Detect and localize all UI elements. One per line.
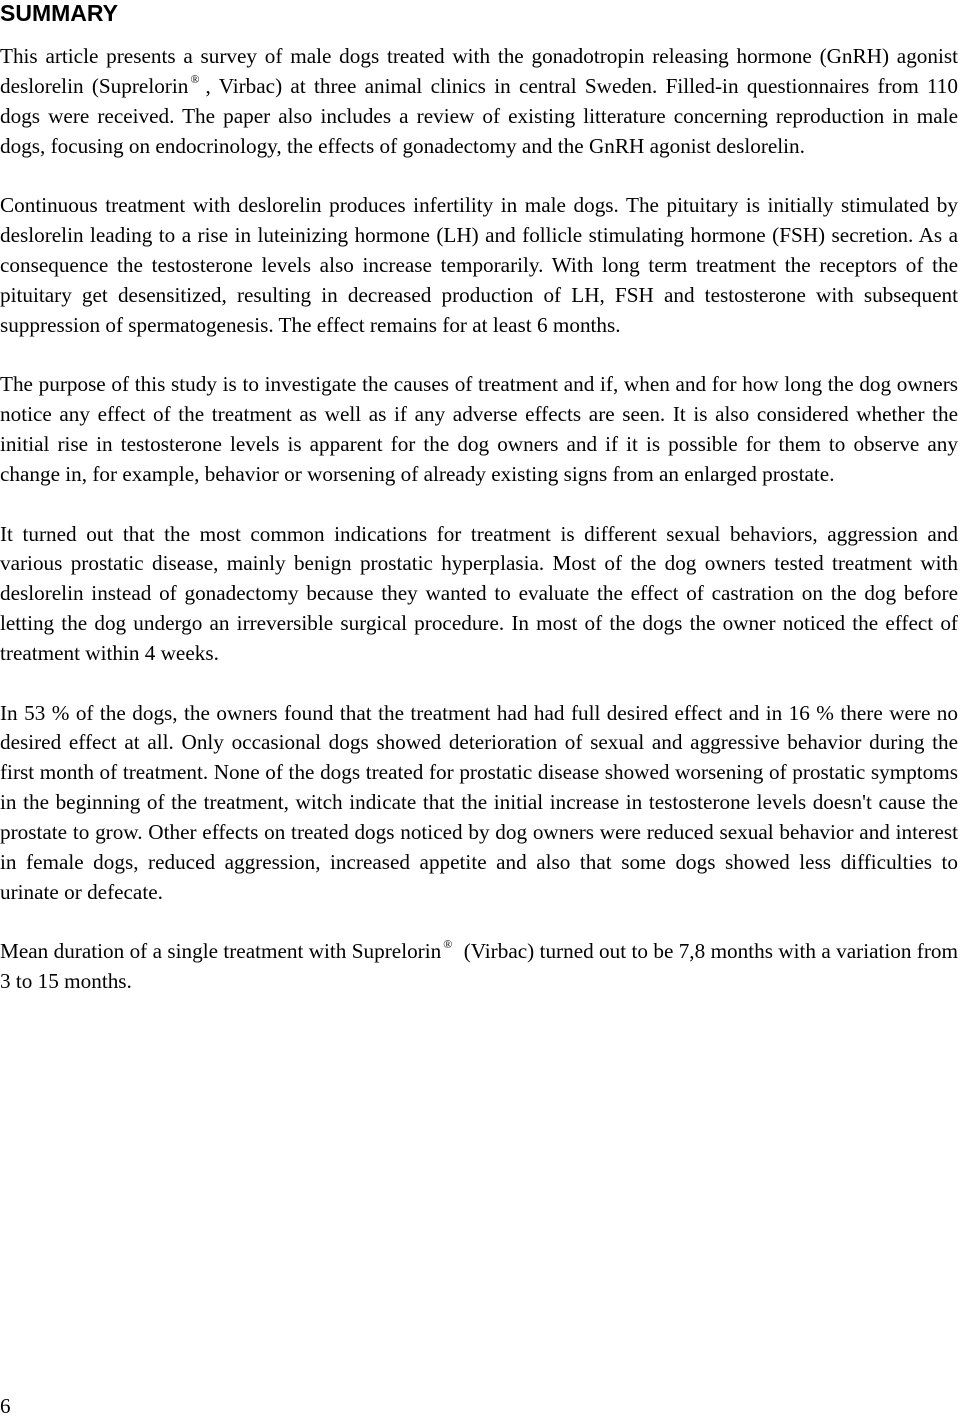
paragraph-intro-text-end: , Virbac) at three animal clinics in central Sweden. Filled-in questionnaires from 110 dogs were received. The paper also includes a review of existing litterature concerning reproduction in male dogs, focusing on endocrinology, the effects of gonadectomy and the GnRH agonist deslorelin. (0, 73, 958, 158)
paragraph-indications: It turned out that the most common indications for treatment is different sexual behaviors, aggression and various prostatic disease, mainly benign prostatic hyperplasia. Most of the dog owners tested treatment with deslorelin instead of gonadectomy because they wanted to evaluate the effect of castration on the dog before letting the dog undergo an irreversible surgical procedure. In most of the dogs the owner noticed the effect of treatment within 4 weeks. (0, 521, 958, 665)
registered-mark: ® (190, 71, 200, 86)
paragraph-purpose: The purpose of this study is to investigate the causes of treatment and if, when and for how long the dog owners notice any effect of the treatment as well as if any adverse effects are seen. It is also considered whether the initial rise in testosterone levels is apparent for the dog owners and if it is possible for them to observe any change in, for example, behavior or worsening of already existing signs from an enlarged prostate. (0, 372, 958, 486)
paragraph-intro-text-start: This article presents a survey of male dogs treated with the gonadotropin releasing hormone (GnRH) agonist deslorelin (Suprelorin (0, 44, 958, 98)
paragraph-duration-text-start: Mean duration of a single treatment with Suprelorin (0, 939, 442, 964)
paragraph-results: In 53 % of the dogs, the owners found that the treatment had had full desired effect and in 16 % there were no desired effect at all. Only occasional dogs showed deterioration of sexual and aggressive behavior during the first month of treatment. None of the dogs treated for prostatic disease showed worsening of prostatic symptoms in the beginning of the treatment, witch indicate that the initial increase in testosterone levels doesn't cause the prostate to grow. Other effects on treated dogs noticed by dog owners were reduced sexual behavior and interest in female dogs, reduced aggression, increased appetite and also that some dogs showed less difficulties to urinate or defecate. (0, 700, 958, 904)
page-number: 6 (0, 1394, 11, 1418)
paragraph-duration-text-end: (Virbac) turned out to be 7,8 months with a variation from 3 to 15 months. (0, 939, 958, 994)
summary-heading: SUMMARY (0, 0, 118, 26)
summary-body (0, 42, 958, 1027)
paragraph-mechanism: Continuous treatment with deslorelin produces infertility in male dogs. The pituitary is initially stimulated by deslorelin leading to a rise in luteinizing hormone (LH) and follicle stimulating hormone (FSH) secretion. As a consequence the testosterone levels also increase temporarily. With long term treatment the receptors of the pituitary get desensitized, resulting in decreased production of LH, FSH and testosterone with subsequent suppression of spermatogenesis. The effect remains for at least 6 months. (0, 193, 958, 337)
paragraph-intro (0, 42, 958, 161)
registered-mark: ® (443, 937, 453, 952)
paragraph-duration (0, 937, 958, 997)
